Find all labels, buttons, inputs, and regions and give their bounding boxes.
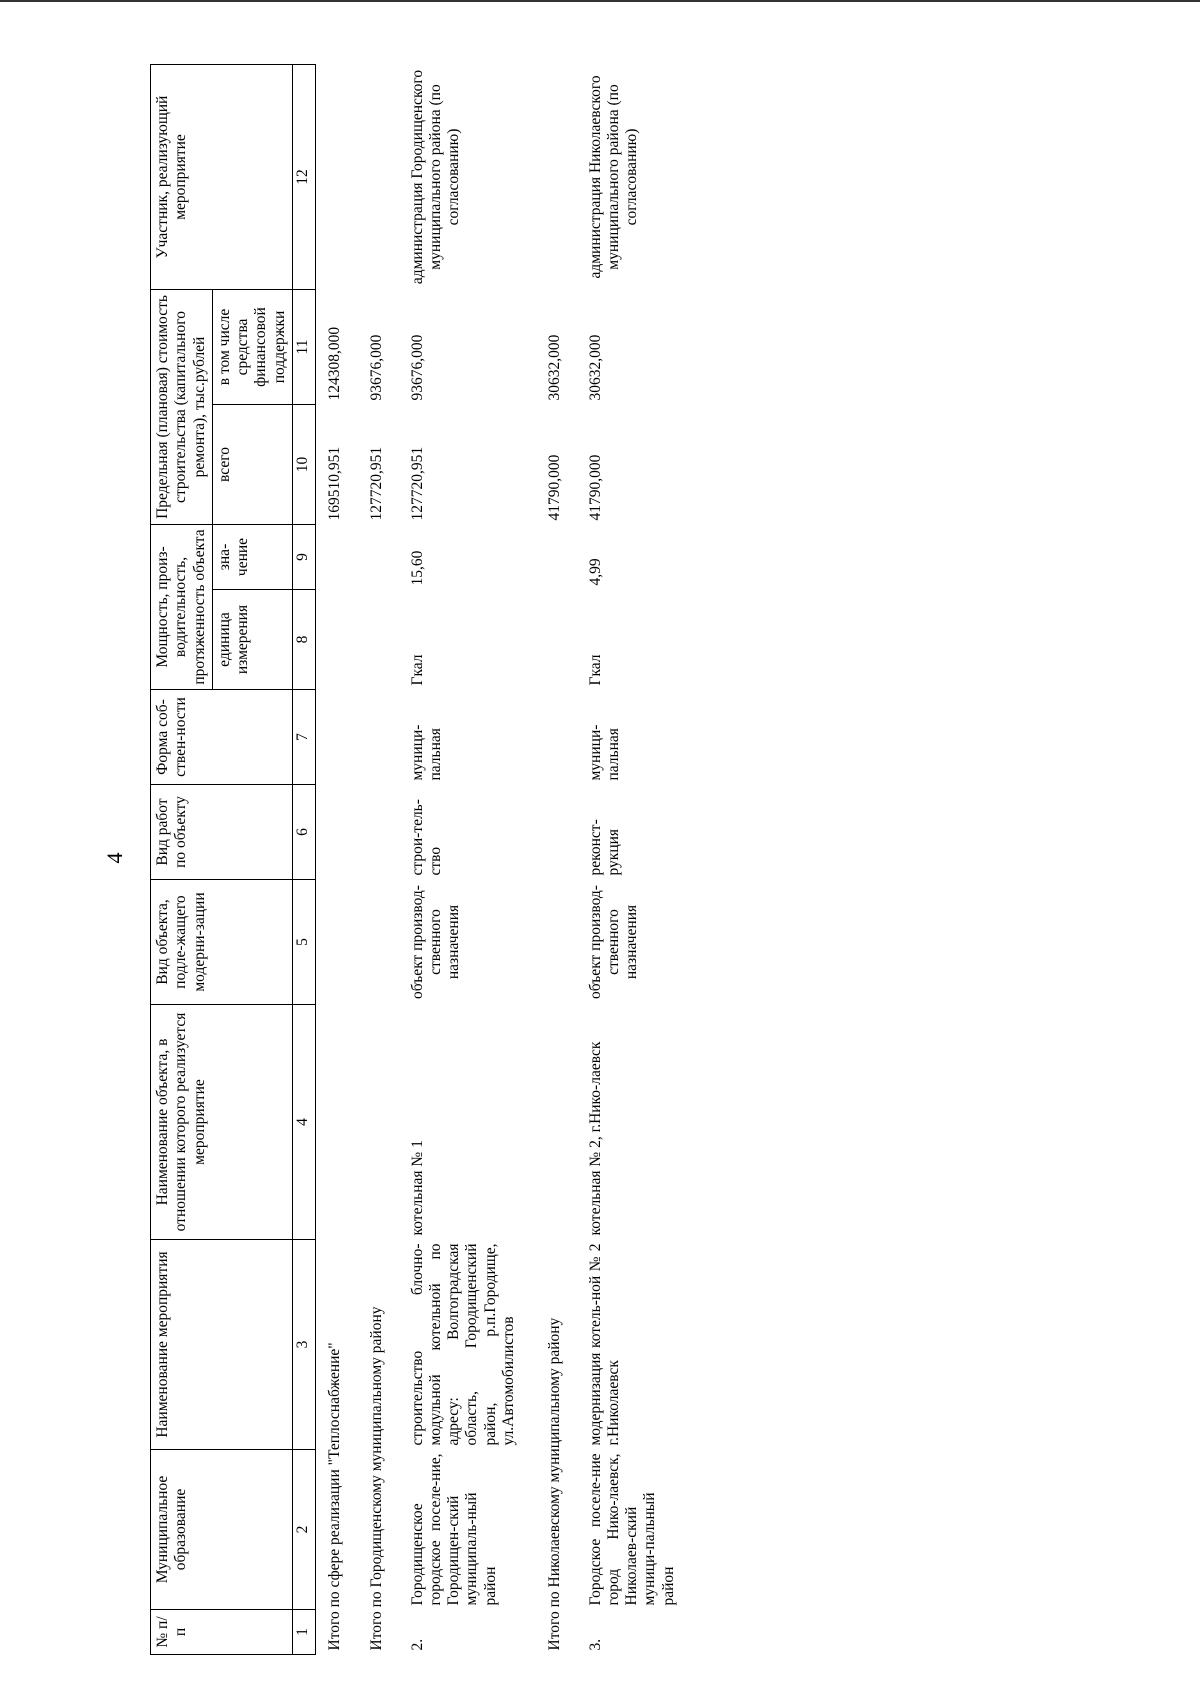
total-label: Итого по Николаевскому муниципальному району [546, 1317, 564, 1651]
program-table [150, 64, 696, 1655]
total-support: 30632,000 [546, 334, 564, 401]
row-number: 3. [586, 1638, 604, 1651]
row-total-cost: 41790,000 [586, 454, 604, 521]
row-object: котельная № 2, г.Нико-лаевск [586, 1041, 604, 1236]
header-municipality: Муниципальное образование [151, 1450, 293, 1610]
row-object: котельная № 1 [408, 1140, 426, 1236]
row-work-type: строи-тель-ство [408, 799, 444, 876]
row-municipality: Городищенское городское поселе-ние, Городищен-ский муниципаль-ный район [408, 1453, 499, 1606]
header-object-type: Вид объекта, подле-жащего модерни-зации [151, 880, 293, 1005]
column-number: 8 [292, 590, 315, 690]
total-support: 124308,000 [325, 326, 343, 401]
header-work-type: Вид работ по объекту [151, 785, 293, 880]
column-numbers-row [292, 64, 315, 1654]
row-support: 93676,000 [408, 334, 426, 401]
column-number: 5 [292, 880, 315, 1005]
row-municipality: Городское поселе-ние город Нико-лаевск, Николаев-ский муници-пальный район [586, 1453, 677, 1606]
row-measure: модернизация котель-ной № 2 г.Николаевск [586, 1243, 622, 1446]
column-number: 3 [292, 1240, 315, 1450]
top-border-line [0, 0, 1200, 2]
column-number: 12 [292, 64, 315, 289]
total-support: 93676,000 [368, 334, 386, 401]
total-row-sphere [315, 64, 358, 1654]
row-object-type: объект производ-ственного назначения [408, 885, 463, 999]
table-body [315, 64, 695, 1654]
row-number: 2. [408, 1638, 426, 1651]
header-participant: Участник, реализующий мероприятие [151, 64, 293, 289]
header-object: Наименование объекта, в отношении которого реализуется мероприятие [151, 1005, 293, 1240]
page-number: 4 [102, 852, 127, 864]
row-value: 4,99 [586, 558, 604, 586]
header-value: зна-чение [212, 524, 292, 589]
column-number: 1 [292, 1610, 315, 1655]
header-measure: Наименование мероприятия [151, 1240, 293, 1450]
row-work-type: реконст-рукция [586, 819, 622, 876]
table-row [579, 64, 696, 1654]
header-cost-support: в том числе средства финансовой поддержки [212, 289, 292, 404]
row-measure: строительство блочно-модульной котельной по адресу: Волгоградская область, Городищенский район, р.п.Городище, ул.Автомобилистов [408, 1243, 517, 1446]
column-number: 2 [292, 1450, 315, 1610]
row-support: 30632,000 [586, 334, 604, 401]
header-unit: единица измерения [212, 590, 292, 690]
header-cost-total: всего [212, 404, 292, 524]
row-object-type: объект производ-ственного назначения [586, 885, 641, 999]
column-number: 11 [292, 289, 315, 404]
row-participant: администрация Николаевского муниципального района (по согласованию) [586, 75, 641, 279]
table-header [151, 64, 316, 1654]
row-ownership: муници-пальная [408, 724, 444, 781]
header-cost: Предельная (плановая) стоимость строительства (капитального ремонта), тыс.рублей [151, 289, 213, 524]
column-number: 7 [292, 690, 315, 785]
total-cost: 169510,951 [325, 446, 343, 521]
row-value: 15,60 [408, 550, 426, 586]
header-capacity: Мощность, произ-водительность, протяженность объекта [151, 524, 213, 689]
total-cost: 127720,951 [368, 446, 386, 521]
header-ownership: Форма соб-ствен-ности [151, 690, 293, 785]
total-label: Итого по Городищенскому муниципальному району [368, 1306, 386, 1651]
total-row-gorodishche [358, 64, 400, 1654]
column-number: 10 [292, 404, 315, 524]
document-sheet [150, 65, 1160, 1655]
row-unit: Гкал [586, 654, 604, 686]
total-cost: 41790,000 [546, 454, 564, 521]
total-row-nikolaevsk [536, 64, 578, 1654]
row-participant: администрация Городищенского муниципального района (по согласованию) [408, 69, 463, 285]
table-row [401, 64, 537, 1654]
column-number: 4 [292, 1005, 315, 1240]
column-number: 9 [292, 524, 315, 589]
row-unit: Гкал [408, 654, 426, 686]
column-number: 6 [292, 785, 315, 880]
row-ownership: муници-пальная [586, 724, 622, 781]
header-num: № п/п [151, 1610, 293, 1655]
total-label: Итого по сфере реализации "Теплоснабжение" [325, 1342, 343, 1651]
row-total-cost: 127720,951 [408, 446, 426, 521]
